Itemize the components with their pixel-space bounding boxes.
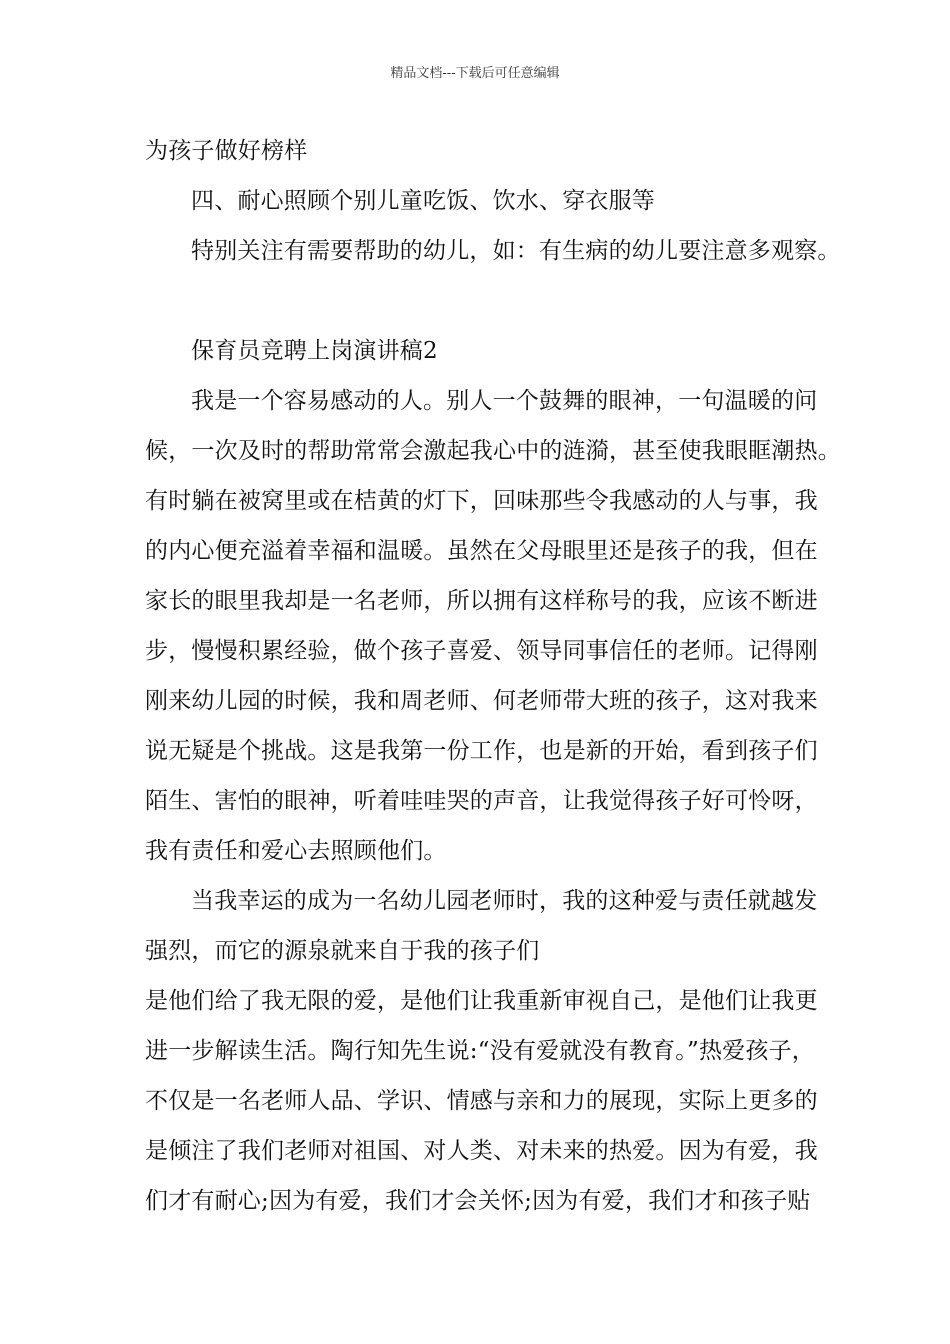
text-line: 特别关注有需要帮助的幼儿，如：有生病的幼儿要注意多观察。 [191,238,841,264]
text-line: 的内心便充溢着幸福和温暖。虽然在父母眼里还是孩子的我，但在 [145,538,818,564]
text-line: 们才有耐心;因为有爱，我们才会关怀;因为有爱，我们才和孩子贴 [145,1188,811,1214]
text-line: 进一步解读生活。陶行知先生说:“没有爱就没有教育。”热爱孩子， [145,1038,815,1064]
text-line: 家长的眼里我却是一名老师，所以拥有这样称号的我，应该不断进 [145,588,818,614]
text-line: 为孩子做好榜样 [145,138,308,164]
text-line: 不仅是一名老师人品、学识、情感与亲和力的展现，实际上更多的 [145,1088,818,1114]
text-line: 我有责任和爱心去照顾他们。 [145,838,447,864]
text-line: 是他们给了我无限的爱，是他们让我重新审视自己，是他们让我更 [145,988,818,1014]
text-line: 候，一次及时的帮助常常会激起我心中的涟漪，甚至使我眼眶潮热。 [145,438,841,464]
text-line: 步，慢慢积累经验，做个孩子喜爱、领导同事信任的老师。记得刚 [145,638,818,664]
text-line: 有时躺在被窝里或在桔黄的灯下，回味那些令我感动的人与事，我 [145,488,818,514]
text-line: 我是一个容易感动的人。别人一个鼓舞的眼神，一句温暖的问 [191,388,818,414]
text-line: 强烈，而它的源泉就来自于我的孩子们 [145,938,540,964]
text-line: 陌生、害怕的眼神，听着哇哇哭的声音，让我觉得孩子好可怜呀， [145,788,818,814]
section-title: 保育员竞聘上岗演讲稿2 [191,338,438,364]
text-line: 当我幸运的成为一名幼儿园老师时，我的这种爱与责任就越发 [191,888,818,914]
text-line: 四、耐心照顾个别儿童吃饭、饮水、穿衣服等 [191,188,655,214]
text-line: 是倾注了我们老师对祖国、对人类、对未来的热爱。因为有爱，我 [145,1138,818,1164]
page-header: 精品文档---下载后可任意编辑 [390,66,560,81]
text-line: 说无疑是个挑战。这是我第一份工作，也是新的开始，看到孩子们 [145,738,818,764]
text-line: 刚来幼儿园的时候，我和周老师、何老师带大班的孩子，这对我来 [145,688,818,714]
